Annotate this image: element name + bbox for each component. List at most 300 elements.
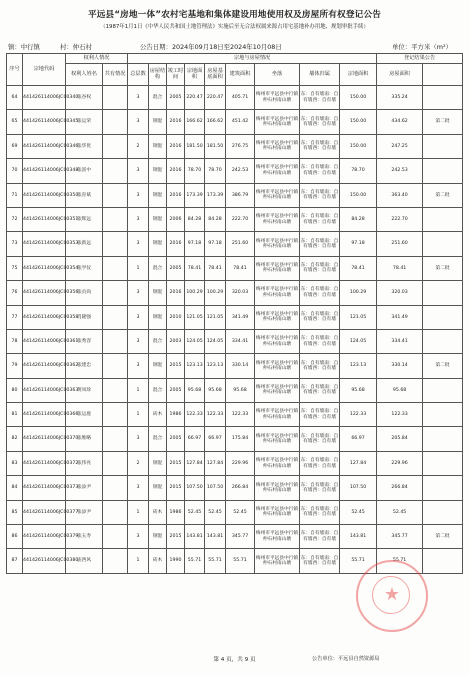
row-code: 441426114006JC00379: [23, 525, 66, 549]
row-reg-land: 122.33: [340, 403, 377, 427]
row-legal: [103, 378, 128, 402]
row-boundary: 东：自有墙南：自有墙西：自有墙: [300, 110, 340, 134]
row-floors: 3: [128, 183, 149, 207]
row-reg-land: 107.50: [340, 476, 377, 500]
row-boundary: 东：自有墙南：自有墙西：自有墙: [300, 427, 340, 451]
period-label: 公告日期：2024年09月18日至2024年10月08日: [140, 43, 282, 51]
row-build-area: 330.14: [226, 354, 255, 378]
row-base-area: 66.97: [205, 427, 226, 451]
header-owner-name: 权利人姓名: [66, 64, 103, 86]
table-row: [7, 134, 463, 158]
row-reg-house: 334.41: [377, 329, 423, 353]
row-build-area: 229.96: [226, 451, 255, 475]
row-seq: 80: [7, 378, 23, 402]
row-owner-name: 张五寿: [66, 525, 103, 549]
row-code: 441426114006JC00348: [23, 159, 66, 183]
table-row: [7, 354, 463, 378]
row-build-area: 175.84: [226, 427, 255, 451]
row-seq: 76: [7, 281, 23, 305]
header-seq: 序号: [7, 54, 23, 86]
row-seq: 77: [7, 305, 23, 329]
row-land-area: 107.50: [185, 476, 205, 500]
row-year: 2016: [167, 183, 185, 207]
row-build-area: 222.70: [226, 207, 255, 231]
row-build-area: 266.84: [226, 476, 255, 500]
row-reg-land: 124.05: [340, 329, 377, 353]
row-floors: 3: [128, 305, 149, 329]
row-legal: [103, 305, 128, 329]
row-boundary: 东：自有墙南：自有墙西：自有墙: [300, 476, 340, 500]
row-base-area: 124.05: [205, 329, 226, 353]
row-location: 梅州市平远县中行镇仲石村南山塘: [255, 110, 300, 134]
row-code: 441426114006JC00356: [23, 281, 66, 305]
row-base-area: 95.68: [205, 378, 226, 402]
row-land-area: 66.97: [185, 427, 205, 451]
row-year: 2016: [167, 232, 185, 256]
row-structure: 钢混: [149, 110, 167, 134]
row-boundary: 东：自有墙南：自有墙西：自有墙: [300, 329, 340, 353]
row-reg-house: 341.49: [377, 305, 423, 329]
row-floors: 3: [128, 232, 149, 256]
row-remark: 第二批: [423, 525, 463, 549]
row-owner-name: 张伟亮: [66, 451, 103, 475]
row-seq: 87: [7, 549, 23, 573]
row-structure: 混合: [149, 256, 167, 280]
row-legal: [103, 525, 128, 549]
row-legal: [103, 256, 128, 280]
row-base-area: 78.41: [205, 256, 226, 280]
row-floors: 1: [128, 378, 149, 402]
row-reg-house: 247.25: [377, 134, 423, 158]
row-location: 梅州市平远县中行镇仲石村南山塘: [255, 525, 300, 549]
village-label: 村：仲石村: [60, 43, 92, 51]
row-location: 梅州市平远县中行镇仲石村南山塘: [255, 183, 300, 207]
row-reg-land: 55.71: [340, 549, 377, 573]
row-structure: 钢混: [149, 305, 167, 329]
row-reg-house: 335.24: [377, 86, 423, 110]
row-boundary: 东：自有墙南：自有墙西：自有墙: [300, 134, 340, 158]
row-boundary: 东：自有墙南：自有墙西：自有墙: [300, 378, 340, 402]
row-land-area: 123.13: [185, 354, 205, 378]
row-floors: 1: [128, 256, 149, 280]
row-legal: [103, 451, 128, 475]
header-legal: 共有情况: [103, 64, 128, 86]
row-base-area: 52.45: [205, 500, 226, 524]
row-owner-name: 黄凤珍: [66, 378, 103, 402]
row-year: 2015: [167, 354, 185, 378]
row-land-area: 84.28: [185, 207, 205, 231]
row-build-area: 386.79: [226, 183, 255, 207]
row-owner-name: 张华优: [66, 134, 103, 158]
row-seq: 65: [7, 110, 23, 134]
row-code: 441426114006JC00363: [23, 378, 66, 402]
row-year: 2010: [167, 305, 185, 329]
row-build-area: 451.42: [226, 110, 255, 134]
row-base-area: 122.33: [205, 403, 226, 427]
row-seq: 73: [7, 232, 23, 256]
row-structure: 钢混: [149, 207, 167, 231]
row-floors: 3: [128, 159, 149, 183]
row-remark: [423, 281, 463, 305]
page-number: 第 4 页，共 9 页: [213, 657, 256, 663]
row-land-area: 78.41: [185, 256, 205, 280]
row-seq: 86: [7, 525, 23, 549]
row-remark: [423, 500, 463, 524]
unit-label: 单位：平方米（m²）: [392, 43, 452, 51]
row-code: 441426114006JC00380: [23, 549, 66, 573]
row-land-area: 100.29: [185, 281, 205, 305]
row-code: 441426114006JC00340: [23, 86, 66, 110]
row-reg-land: 150.00: [340, 134, 377, 158]
row-base-area: 220.47: [205, 86, 226, 110]
row-reg-house: 52.45: [377, 500, 423, 524]
row-base-area: 107.50: [205, 476, 226, 500]
row-base-area: 100.29: [205, 281, 226, 305]
row-structure: 混合: [149, 86, 167, 110]
row-floors: 3: [128, 110, 149, 134]
row-reg-land: 143.81: [340, 525, 377, 549]
row-code: 441426114006JC00372: [23, 451, 66, 475]
row-code: 441426114006JC00345: [23, 110, 66, 134]
row-reg-land: 84.28: [340, 207, 377, 231]
row-location: 梅州市平远县中行镇仲石村南山塘: [255, 451, 300, 475]
row-year: 2006: [167, 207, 185, 231]
header-base-area: 房屋基底面积: [205, 64, 226, 86]
table-body: [7, 86, 463, 574]
row-legal: [103, 134, 128, 158]
row-owner-name: 张富中: [66, 159, 103, 183]
row-floors: 3: [128, 281, 149, 305]
row-remark: [423, 232, 463, 256]
header-code: 宗地代码: [23, 54, 66, 86]
row-boundary: 东：自有墙南：自有墙西：自有墙: [300, 232, 340, 256]
row-code: 441426114006JC00351: [23, 207, 66, 231]
row-reg-land: 78.41: [340, 256, 377, 280]
row-location: 梅州市平远县中行镇仲石村南山塘: [255, 354, 300, 378]
table-row: [7, 305, 463, 329]
row-location: 梅州市平远县中行镇仲石村南山塘: [255, 281, 300, 305]
page-title: 平远县“房地一体”农村宅基地和集体建设用地使用权及房屋所有权登记公告: [87, 10, 382, 20]
row-seq: 70: [7, 159, 23, 183]
row-floors: 3: [128, 86, 149, 110]
row-year: 2003: [167, 329, 185, 353]
row-reg-house: 330.14: [377, 354, 423, 378]
row-build-area: 405.71: [226, 86, 255, 110]
row-land-area: 143.81: [185, 525, 205, 549]
row-code: 441426114006JC00354: [23, 256, 66, 280]
row-reg-house: 122.33: [377, 403, 423, 427]
row-land-area: 181.50: [185, 134, 205, 158]
table-row: [7, 232, 463, 256]
row-year: 2005: [167, 256, 185, 280]
row-code: 441426114006JC00361: [23, 329, 66, 353]
row-boundary: 东：自有墙南：自有墙西：自有墙: [300, 354, 340, 378]
row-owner-name: 张新远: [66, 232, 103, 256]
row-reg-house: 242.53: [377, 159, 423, 183]
row-remark: [423, 451, 463, 475]
row-build-area: 78.41: [226, 256, 255, 280]
row-owner-name: 庙西风: [66, 549, 103, 573]
table-row: [7, 256, 463, 280]
table-row: [7, 86, 463, 110]
header-result-group: 登记结果公告: [377, 54, 463, 64]
row-floors: 1: [128, 500, 149, 524]
row-floors: 2: [128, 451, 149, 475]
row-legal: [103, 476, 128, 500]
row-reg-land: 78.70: [340, 159, 377, 183]
table-row: [7, 183, 463, 207]
row-reg-land: 52.45: [340, 500, 377, 524]
table-row: [7, 281, 463, 305]
row-owner-name: 张学仪: [66, 256, 103, 280]
row-base-area: 166.62: [205, 110, 226, 134]
row-year: 2005: [167, 378, 185, 402]
row-owner-name: 张育斌: [66, 183, 103, 207]
page-subtitle: （1987年1月1日《中华人民共和国土地管理法》实施后至无合法权属来源占用宅基地补办用地、规划审批手续）: [100, 24, 369, 30]
row-legal: [103, 281, 128, 305]
announcer-label: 公告单位：平远县自然资源局: [312, 656, 380, 662]
header-owner-group: 权利人情况: [66, 54, 128, 64]
row-base-area: 173.39: [205, 183, 226, 207]
row-floors: 3: [128, 427, 149, 451]
row-legal: [103, 500, 128, 524]
row-owner-name: 张运庭: [66, 403, 103, 427]
row-code: 441426114006JC00377: [23, 500, 66, 524]
row-reg-house: 78.41: [377, 256, 423, 280]
row-year: 2015: [167, 476, 185, 500]
row-legal: [103, 86, 128, 110]
row-code: 441426114006JC00370: [23, 427, 66, 451]
row-base-area: 143.81: [205, 525, 226, 549]
row-seq: 82: [7, 427, 23, 451]
row-reg-house: 95.68: [377, 378, 423, 402]
row-land-area: 78.70: [185, 159, 205, 183]
row-reg-house: 251.60: [377, 232, 423, 256]
row-reg-house: 55.71: [377, 549, 423, 573]
row-base-area: 181.50: [205, 134, 226, 158]
row-boundary: 东：自有墙南：自有墙西：自有墙: [300, 159, 340, 183]
row-legal: [103, 549, 128, 573]
row-floors: 3: [128, 207, 149, 231]
row-location: 梅州市平远县中行镇仲石村南山塘: [255, 329, 300, 353]
row-structure: 钢混: [149, 134, 167, 158]
row-land-area: 220.47: [185, 86, 205, 110]
row-location: 梅州市平远县中行镇仲石村南山塘: [255, 207, 300, 231]
table-row: [7, 159, 463, 183]
row-location: 梅州市平远县中行镇仲石村南山塘: [255, 159, 300, 183]
row-year: 2016: [167, 159, 185, 183]
row-owner-name: 张秀容: [66, 329, 103, 353]
row-build-area: 55.71: [226, 549, 255, 573]
row-land-area: 55.71: [185, 549, 205, 573]
row-owner-name: 张添尹: [66, 476, 103, 500]
row-year: 2016: [167, 134, 185, 158]
row-remark: [423, 207, 463, 231]
row-reg-house: 222.70: [377, 207, 423, 231]
table-row: [7, 451, 463, 475]
row-boundary: 东：自有墙南：自有墙西：自有墙: [300, 281, 340, 305]
row-owner-name: 肖隆强: [66, 305, 103, 329]
row-boundary: 东：自有墙南：自有墙西：自有墙: [300, 183, 340, 207]
row-structure: 钢混: [149, 183, 167, 207]
row-legal: [103, 110, 128, 134]
row-structure: 砖木: [149, 500, 167, 524]
row-boundary: 东：自有墙南：自有墙西：自有墙: [300, 256, 340, 280]
row-year: 2015: [167, 525, 185, 549]
row-legal: [103, 159, 128, 183]
row-boundary: 东：自有墙南：自有墙西：自有墙: [300, 525, 340, 549]
row-code: 441426114006JC00350: [23, 183, 66, 207]
row-structure: 钢混: [149, 281, 167, 305]
row-floors: 3: [128, 354, 149, 378]
row-year: 1986: [167, 403, 185, 427]
header-structure: 房屋结构: [149, 64, 167, 86]
row-reg-land: 95.68: [340, 378, 377, 402]
row-reg-house: 266.84: [377, 476, 423, 500]
row-structure: 砖木: [149, 403, 167, 427]
row-location: 梅州市平远县中行镇仲石村南山塘: [255, 549, 300, 573]
row-seq: 64: [7, 86, 23, 110]
row-year: 2016: [167, 110, 185, 134]
row-owner-name: 张贞尚: [66, 281, 103, 305]
row-location: 梅州市平远县中行镇仲石村南山塘: [255, 134, 300, 158]
row-code: 441426114006JC00373: [23, 476, 66, 500]
row-year: 2016: [167, 281, 185, 305]
row-remark: [423, 549, 463, 573]
row-floors: 3: [128, 525, 149, 549]
row-build-area: 276.75: [226, 134, 255, 158]
row-seq: 85: [7, 500, 23, 524]
row-reg-house: 320.03: [377, 281, 423, 305]
row-code: 441426114006JC00358: [23, 305, 66, 329]
row-land-area: 97.18: [185, 232, 205, 256]
table-row: [7, 378, 463, 402]
row-structure: 钢混: [149, 451, 167, 475]
table-row: [7, 207, 463, 231]
row-location: 梅州市平远县中行镇仲石村南山塘: [255, 427, 300, 451]
row-seq: 84: [7, 476, 23, 500]
row-remark: [423, 329, 463, 353]
row-seq: 75: [7, 256, 23, 280]
row-owner-name: 张添尹: [66, 500, 103, 524]
row-seq: 69: [7, 134, 23, 158]
table-row: [7, 403, 463, 427]
row-seq: 72: [7, 207, 23, 231]
row-boundary: 东：自有墙南：自有墙西：自有墙: [300, 451, 340, 475]
row-build-area: 320.03: [226, 281, 255, 305]
row-land-area: 52.45: [185, 500, 205, 524]
row-legal: [103, 427, 128, 451]
row-boundary: 东：自有墙南：自有墙西：自有墙: [300, 207, 340, 231]
row-year: 2005: [167, 427, 185, 451]
row-remark: [423, 378, 463, 402]
row-build-area: 334.41: [226, 329, 255, 353]
row-owner-name: 张建忠: [66, 354, 103, 378]
row-land-area: 122.33: [185, 403, 205, 427]
row-reg-land: 121.05: [340, 305, 377, 329]
row-base-area: 127.84: [205, 451, 226, 475]
row-location: 梅州市平远县中行镇仲石村南山塘: [255, 500, 300, 524]
row-remark: [423, 134, 463, 158]
row-reg-land: 150.00: [340, 110, 377, 134]
row-structure: 混合: [149, 329, 167, 353]
row-year: 2015: [167, 451, 185, 475]
row-reg-land: 127.84: [340, 451, 377, 475]
row-land-area: 127.84: [185, 451, 205, 475]
header-parcel-group: 宗地与房屋情况: [128, 54, 377, 64]
row-location: 梅州市平远县中行镇仲石村南山塘: [255, 232, 300, 256]
header-reg-house: 房屋面积: [377, 64, 423, 86]
row-code: 441426114006JC00353: [23, 232, 66, 256]
row-build-area: 95.68: [226, 378, 255, 402]
header-floors: 总层数: [128, 64, 149, 86]
row-reg-house: 434.62: [377, 110, 423, 134]
table-row: [7, 329, 463, 353]
row-legal: [103, 183, 128, 207]
row-owner-name: 张辉远: [66, 207, 103, 231]
row-remark: [423, 476, 463, 500]
row-remark: 第二批: [423, 256, 463, 280]
row-boundary: 东：自有墙南：自有墙西：自有墙: [300, 500, 340, 524]
row-reg-house: 229.96: [377, 451, 423, 475]
row-reg-land: 150.00: [340, 86, 377, 110]
table-row: [7, 110, 463, 134]
row-location: 梅州市平远县中行镇仲石村南山塘: [255, 378, 300, 402]
row-base-area: 84.28: [205, 207, 226, 231]
town-label: 镇：中行镇: [8, 43, 40, 51]
row-remark: [423, 159, 463, 183]
row-build-area: 122.33: [226, 403, 255, 427]
row-owner-name: 张运荣: [66, 110, 103, 134]
row-owner-name: 张谷权: [66, 86, 103, 110]
row-structure: 钢混: [149, 525, 167, 549]
row-reg-house: 345.77: [377, 525, 423, 549]
row-floors: 1: [128, 549, 149, 573]
table-row: [7, 476, 463, 500]
row-seq: 71: [7, 183, 23, 207]
row-location: 梅州市平远县中行镇仲石村南山塘: [255, 256, 300, 280]
row-land-area: 124.05: [185, 329, 205, 353]
row-remark: [423, 403, 463, 427]
row-owner-name: 张堆略: [66, 427, 103, 451]
row-land-area: 173.39: [185, 183, 205, 207]
row-build-area: 251.60: [226, 232, 255, 256]
row-seq: 79: [7, 354, 23, 378]
table-row: [7, 500, 463, 524]
header-year: 竣工时间: [167, 64, 185, 86]
row-base-area: 55.71: [205, 549, 226, 573]
row-legal: [103, 329, 128, 353]
header-boundary: 墙体归属: [300, 64, 340, 86]
row-remark: [423, 305, 463, 329]
row-floors: 3: [128, 476, 149, 500]
row-seq: 83: [7, 451, 23, 475]
table-row: [7, 427, 463, 451]
row-seq: 78: [7, 329, 23, 353]
row-location: 梅州市平远县中行镇仲石村南山塘: [255, 305, 300, 329]
row-reg-house: 363.40: [377, 183, 423, 207]
header-land-area: 宗地面积: [185, 64, 205, 86]
row-build-area: 345.77: [226, 525, 255, 549]
row-build-area: 242.53: [226, 159, 255, 183]
row-legal: [103, 403, 128, 427]
row-structure: 钢混: [149, 159, 167, 183]
row-year: 1986: [167, 500, 185, 524]
row-reg-land: 97.18: [340, 232, 377, 256]
row-land-area: 95.68: [185, 378, 205, 402]
row-legal: [103, 207, 128, 231]
row-floors: 3: [128, 329, 149, 353]
